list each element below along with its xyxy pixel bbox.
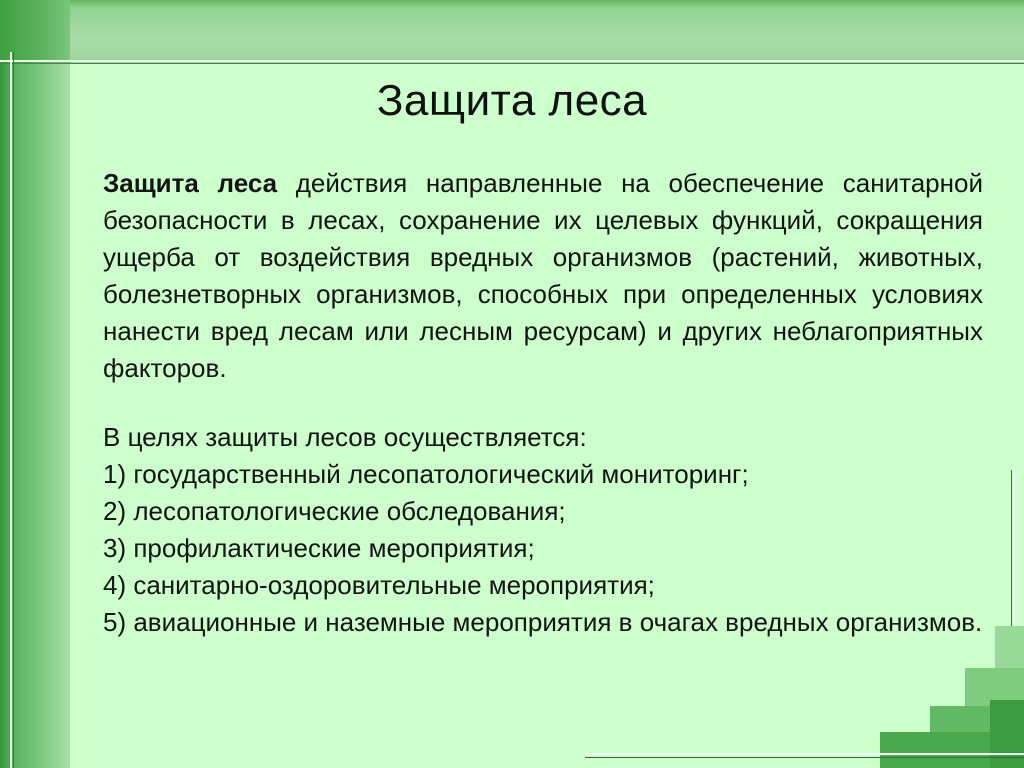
definition-term: Защита леса [103, 168, 278, 198]
list-intro: В целях защиты лесов осуществляется: [103, 422, 587, 452]
top-divider-line [0, 60, 1024, 62]
list-item: 4) санитарно-оздоровительные мероприятия; [103, 570, 655, 600]
list-item: 2) лесопатологические обследования; [103, 496, 566, 526]
list-item: 1) государственный лесопатологический мониторинг; [103, 459, 749, 489]
top-divider-shadow [0, 63, 1024, 64]
left-divider-shadow [13, 52, 14, 768]
list-item: 5) авиационные и наземные мероприятия в очагах вредных организмов. [103, 607, 983, 637]
definition-paragraph [103, 165, 983, 387]
measures-list [103, 419, 983, 641]
slide-title: Защита леса [376, 76, 648, 125]
top-band [0, 0, 1024, 64]
bottom-divider-shadow [585, 757, 1024, 758]
left-divider-line [10, 52, 12, 768]
list-item: 3) профилактические мероприятия; [103, 533, 535, 563]
bottom-divider-line [585, 753, 1024, 755]
slide-body [103, 165, 983, 641]
definition-text: действия направленные на обеспечение санитарной безопасности в лесах, сохранение их целевых функций, сокращения ущерба от воздействия вредных организмов (растений, животных, болезнетворных организмов, способных при определенных условиях нанести вред лесам или лесным ресурсам) и других неблагоприятных факторов. [103, 168, 983, 383]
